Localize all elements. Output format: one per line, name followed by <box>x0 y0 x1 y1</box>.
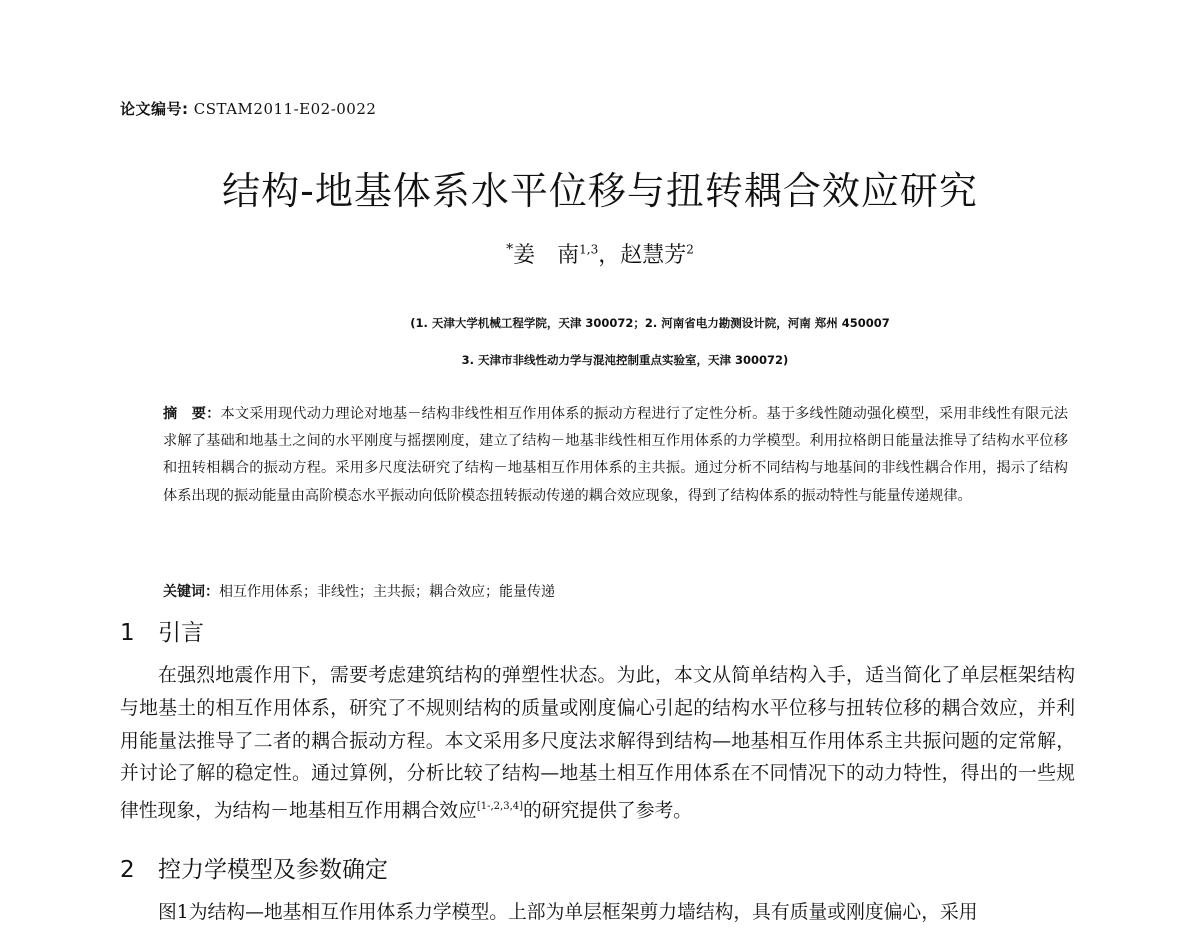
section-heading-2 <box>120 851 388 884</box>
paper-number <box>120 98 376 119</box>
author-line <box>0 238 1200 269</box>
paper-number-value: CSTAM2011-E02-0022 <box>193 100 377 118</box>
section-title-1: 引言 <box>158 620 204 646</box>
paper-number-label: 论文编号: <box>120 100 189 118</box>
author-name-1: 姜 南 <box>513 243 580 268</box>
keywords <box>163 581 1068 603</box>
section-1-body <box>120 660 1075 828</box>
author-separator: ， <box>598 243 621 268</box>
corresponding-author-mark: * <box>506 241 514 258</box>
abstract <box>163 401 1068 510</box>
affiliation-line-1: (1. 天津大学机械工程学院，天津 300072；2. 河南省电力勘测设计院，河南 郑州 450007 <box>410 316 890 330</box>
author-affiliation-sup-1: 1,3 <box>579 242 599 257</box>
section-title-2: 控力学模型及参数确定 <box>158 857 388 883</box>
keywords-label: 关键词： <box>163 584 219 600</box>
section-heading-1 <box>120 614 204 647</box>
abstract-text: 本文采用现代动力理论对地基－结构非线性相互作用体系的振动方程进行了定性分析。基于多线性随动强化模型，采用非线性有限元法求解了基础和地基土之间的水平刚度与摇摆刚度，建立了结构－地基非线性相互作用体系的力学模型。利用拉格朗日能量法推导了结构水平位移和扭转相耦合的振动方程。采用多尺度法研究了结构－地基相互作用体系的主共振。通过分析不同结构与地基间的非线性耦合作用，揭示了结构体系出现的振动能量由高阶模态水平振动向低阶模态扭转振动传递的耦合效应现象，得到了结构体系的振动特性与能量传递规律。 <box>163 406 1068 504</box>
author-name-2: 赵慧芳 <box>620 243 687 268</box>
citation-ref: [1-,2,3,4] <box>476 801 524 813</box>
author-affiliation-sup-2: 2 <box>686 242 694 257</box>
section-number-1: 1 <box>120 620 135 646</box>
section-1-text-end: 的研究提供了参考。 <box>523 800 693 822</box>
section-1-text: 在强烈地震作用下，需要考虑建筑结构的弹塑性状态。为此，本文从简单结构入手，适当简化了单层框架结构与地基土的相互作用体系，研究了不规则结构的质量或刚度偏心引起的结构水平位移与扭转位移的耦合效应，并利用能量法推导了二者的耦合振动方程。本文采用多尺度法求解得到结构—地基相互作用体系主共振问题的定常解，并讨论了解的稳定性。通过算例，分析比较了结构—地基土相互作用体系在不同情况下的动力特性，得出的一些规律性现象，为结构－地基相互作用耦合效应 <box>120 665 1075 822</box>
keywords-text: 相互作用体系；非线性；主共振；耦合效应；能量传递 <box>219 584 555 600</box>
paper-title: 结构-地基体系水平位移与扭转耦合效应研究 <box>222 169 978 213</box>
section-2-body: 图1为结构—地基相互作用体系力学模型。上部为单层框架剪力墙结构，具有质量或刚度偏心，采用 <box>158 902 978 923</box>
affiliation-line-2: 3. 天津市非线性动力学与混沌控制重点实验室，天津 300072) <box>461 353 789 367</box>
section-number-2: 2 <box>120 857 135 883</box>
abstract-label: 摘 要： <box>163 406 221 422</box>
